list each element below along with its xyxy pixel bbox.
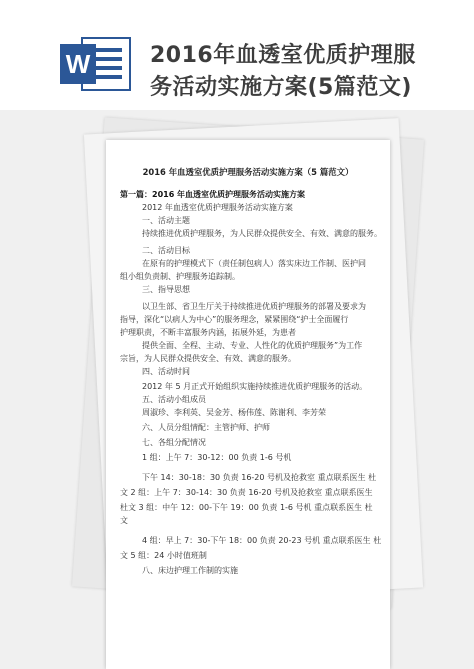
paragraph-line: 二、活动目标 — [142, 246, 190, 255]
paragraph-line: 宗旨，为人民群众提供安全、有效、满意的服务。 — [120, 354, 296, 363]
paragraph-line: 下午 14：30-18：30 负责 16-20 号机及抢救室 重点联系医生 杜 — [142, 473, 377, 482]
paragraph-line: 六、人员分组情配：主管护师、护师 — [142, 423, 270, 432]
section-heading: 第一篇：2016 年血透室优质护理服务活动实施方案 — [120, 190, 306, 199]
paragraph-line: 组小组负责制、护理服务追踪制。 — [120, 272, 240, 281]
paragraph-line: 五、活动小组成员 — [142, 395, 206, 404]
paragraph-line: 一、活动主题 — [142, 216, 190, 225]
paragraph-line: 八、床边护理工作制的实施 — [142, 566, 238, 575]
header-banner — [0, 0, 474, 110]
paragraph-line: 4 组：早上 7：30-下午 18：00 负责 20-23 号机 重点联系医生 杜 — [142, 536, 382, 545]
paragraph-line: 1 组：上午 7：30-12：00 负责 1-6 号机 — [142, 453, 292, 462]
document-title: 2016 年血透室优质护理服务活动实施方案（5 篇范文） — [142, 167, 354, 177]
paragraph-line: 四、活动时间 — [142, 367, 190, 376]
paragraph-line: 2012 年血透室优质护理服务活动实施方案 — [142, 203, 293, 212]
word-icon — [60, 34, 132, 94]
paragraph-line: 文 — [120, 516, 128, 525]
paragraph-line: 护理职责，不断丰富服务内涵，拓展外延，为患者 — [120, 328, 296, 337]
paragraph-line: 以卫生部、省卫生厅关于持续推进优质护理服务的部署及要求为 — [142, 302, 366, 311]
page-title-line2: 务活动实施方案(5篇范文) — [150, 75, 412, 100]
page-title-line1: 2016年血透室优质护理服 — [150, 43, 416, 68]
svg-text:W: W — [65, 49, 91, 79]
paragraph-line: 文 5 组：24 小时值班制 — [120, 551, 207, 560]
paragraph-line: 三、指导思想 — [142, 285, 190, 294]
paragraph-line: 持续推进优质护理服务，为人民群众提供安全、有效、满意的服务。 — [142, 229, 382, 238]
paragraph-line: 周淑珍、李利英、吴金芳、杨伟莲、陈谢利、李芳荣 — [142, 408, 326, 417]
document-page — [106, 140, 390, 669]
paragraph-line: 文 2 组：上午 7：30-14：30 负责 16-20 号机及抢救室 重点联系医生 — [120, 488, 373, 497]
paragraph-line: 2012 年 5 月正式开始组织实施持续推进优质护理服务的活动。 — [142, 382, 368, 391]
paragraph-line: 杜文 3 组：中午 12：00-下午 19：00 负责 1-6 号机 重点联系医生 杜 — [120, 503, 373, 512]
paragraph-line: 指导，深化“以病人为中心”的服务理念，紧紧围绕“护士全面履行 — [120, 315, 349, 324]
paragraph-line: 七、各组分配情况 — [142, 438, 206, 447]
paragraph-line: 提供全面、全程、主动、专业、人性化的优质护理服务”为工作 — [142, 341, 363, 350]
paragraph-line: 在原有的护理模式下（责任制包病人）落实床边工作制、医护同 — [142, 259, 366, 268]
